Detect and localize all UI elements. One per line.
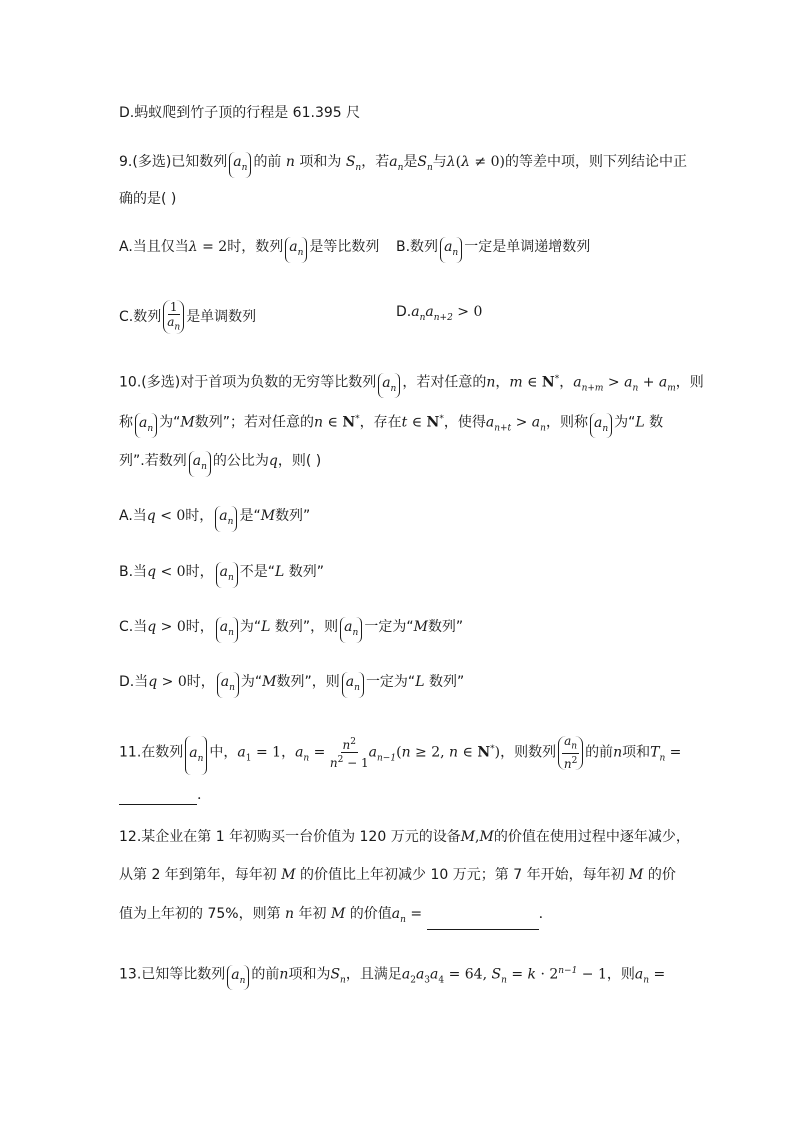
option-c-q10: C.当q > 0时， $a_n$ 为“L 数列”，则 $a_n$ 一定为“M数列” xyxy=(119,617,463,643)
option-d-q8: D.蚂蚁爬到竹子顶的行程是 61.395 尺 xyxy=(119,105,361,121)
question-9-cont: 确的是( ) xyxy=(119,191,177,207)
option-c-q9: C.数列 $\frac{1}{a_n}$ 是单调数列 xyxy=(119,299,257,333)
option-b-q10: B.当q < 0时， $a_n$ 不是“L 数列” xyxy=(119,562,324,588)
option-d-q9: $D.a_na_{n+2} > 0$ xyxy=(396,304,483,323)
question-12-cont1: 从第 2 年到第年，每年初 M 的价值比上年初减少 10 万元；第 7 年开始，每年初 M 的价 xyxy=(119,867,676,883)
question-13: 13.已知等比数列 $a_n$ 的前n项和为$S_n$，且满足$a_2a_3a_4 = 64$, $S_n = k \cdot 2^{n-1} - 1$，则$a_n$ = xyxy=(119,961,665,990)
question-10: 10.(多选)对于首项为负数的无穷等比数列 $a_n$ ，若对任意的n，m ∈ N*，$a_{n+m} > a_n + a_m$，则 xyxy=(119,369,704,398)
question-11-blank: . xyxy=(119,785,201,805)
option-d-q10: D.当q > 0时， $a_n$ 为“M数列”，则 $a_n$ 一定为“L 数列” xyxy=(119,672,464,698)
option-a-q9: A.当且仅当λ = 2时，数列 $a_n$ 是等比数列 xyxy=(119,237,379,263)
question-10-cont1: 称 $a_n$ 为“M数列”；若对任意的n ∈ N*，存在t ∈ N*，使得$a_{n+t} > a_n$，则称 $a_n$ 为“L 数 xyxy=(119,409,663,438)
option-a-q10: A.当q < 0时， $a_n$ 是“M数列” xyxy=(119,506,310,532)
question-11: 11.在数列 $a_n$ 中，$a_1 = 1$，$a_n$ = $\frac{n^2}{n^2 - 1}$ $a_{n-1}(n \ge 2$, n ∈ N*)，则数列 $\frac{a_n}{n^2}$ 的前n项和$T_n$ = xyxy=(119,732,681,775)
question-12: 12.某企业在第 1 年初购买一台价值为 120 万元的设备M,M的价值在使用过程中逐年减少， xyxy=(119,829,690,845)
option-b-q9: B.数列 $a_n$ 一定是单调递增数列 xyxy=(396,237,590,263)
question-10-cont2: 列”.若数列 $a_n$ 的公比为q，则( ) xyxy=(119,451,321,477)
question-9: 9.(多选)已知数列 $a_n$ 的前 n 项和为 $S_n$，若$a_n$是$S_n$与λ(λ ≠ 0)的等差中项，则下列结论中正 xyxy=(119,152,687,178)
question-12-cont2: 值为上年初的 75%，则第 n 年初 M 的价值$a_n$ = . xyxy=(119,904,543,930)
